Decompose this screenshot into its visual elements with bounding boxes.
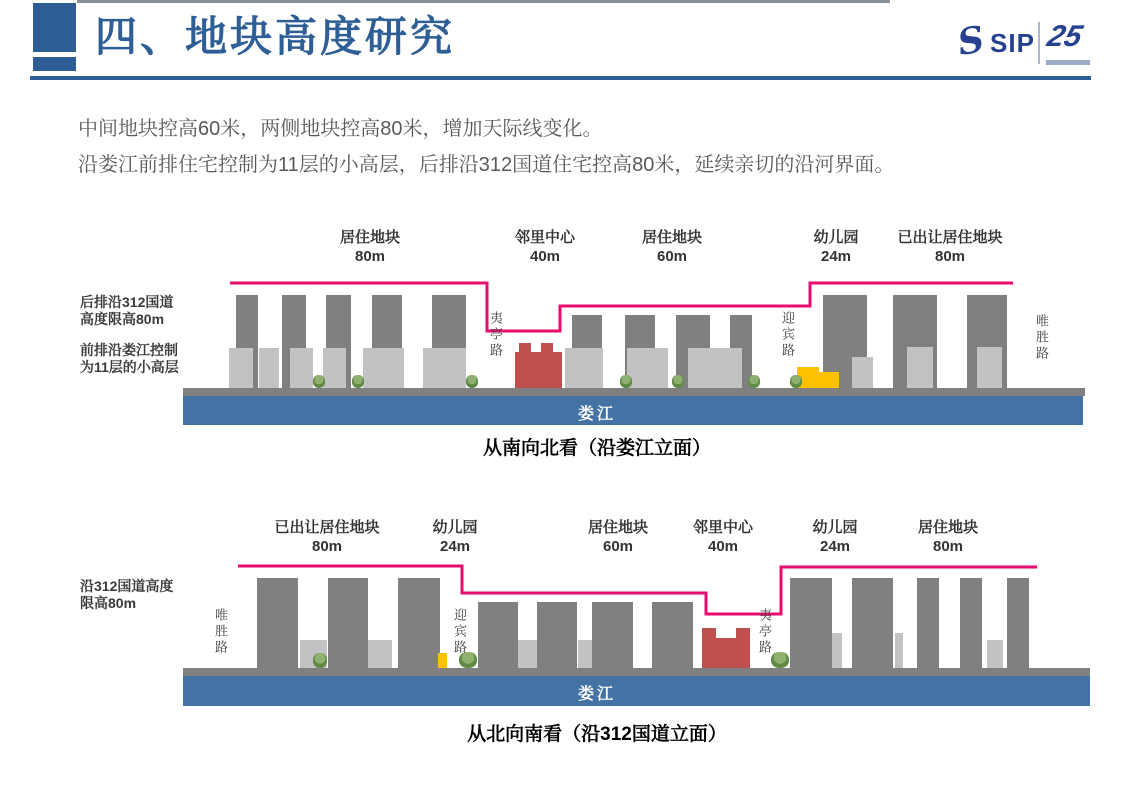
section-label: 居住地块 60m (641, 229, 703, 265)
road-label: 唯胜路 (213, 608, 228, 656)
side-note: 后排沿312国道 高度限高80m (80, 294, 174, 327)
intro-line-1: 中间地块控高60米，两侧地块控高80米，增加天际线变化。 (78, 118, 603, 140)
road-label: 夷亭路 (488, 311, 503, 359)
road-label: 夷亭路 (757, 608, 772, 656)
elevation-diagram-north-view (0, 513, 1123, 713)
header-underline (30, 76, 1091, 80)
logo-divider (1038, 22, 1040, 64)
river-label: 娄江 (578, 686, 617, 703)
section-label: 幼儿园 24m (813, 229, 859, 265)
section-label: 已出让居住地块 80m (897, 229, 1003, 265)
header-accent-bar (33, 57, 76, 71)
top-border-line (77, 0, 890, 3)
section-label: 居住地块 80m (339, 229, 401, 265)
anniversary-tagline-bar (1046, 60, 1090, 65)
caption-north-view: 从北向南看（沿312国道立面） (467, 724, 727, 745)
intro-line-2: 沿娄江前排住宅控制为11层的小高层，后排沿312国道住宅控高80米，延续亲切的沿河界面。 (78, 154, 895, 176)
sip-logo (950, 18, 1100, 70)
section-label: 居住地块 60m (587, 519, 649, 555)
anniversary-25-mark: 25 (1044, 20, 1086, 53)
road-label: 迎宾路 (780, 311, 795, 359)
road-label: 迎宾路 (452, 608, 467, 656)
side-note: 前排沿娄江控制 为11层的小高层 (80, 342, 179, 375)
ground-strip (183, 388, 1085, 396)
elevation-diagram-south-view (0, 225, 1123, 460)
section-label: 邻里中心 40m (514, 229, 576, 265)
sip-logo-text: SIP (990, 28, 1035, 58)
ground-strip (183, 668, 1090, 676)
river-label: 娄江 (578, 406, 617, 423)
section-label: 邻里中心 40m (692, 519, 754, 555)
caption-south-view: 从南向北看（沿娄江立面） (482, 438, 711, 459)
road-label: 唯胜路 (1034, 314, 1049, 362)
side-note: 沿312国道高度 限高80m (80, 578, 174, 611)
page-title: 四、地块高度研究 (95, 13, 456, 60)
river-band (183, 676, 1090, 706)
section-label: 居住地块 80m (917, 519, 979, 555)
section-label: 已出让居住地块 80m (274, 519, 380, 555)
header-accent-square (33, 3, 76, 52)
river-band (183, 396, 1083, 425)
sip-swirl-icon: S (954, 18, 988, 64)
section-label: 幼儿园 24m (432, 519, 478, 555)
section-label: 幼儿园 24m (812, 519, 858, 555)
